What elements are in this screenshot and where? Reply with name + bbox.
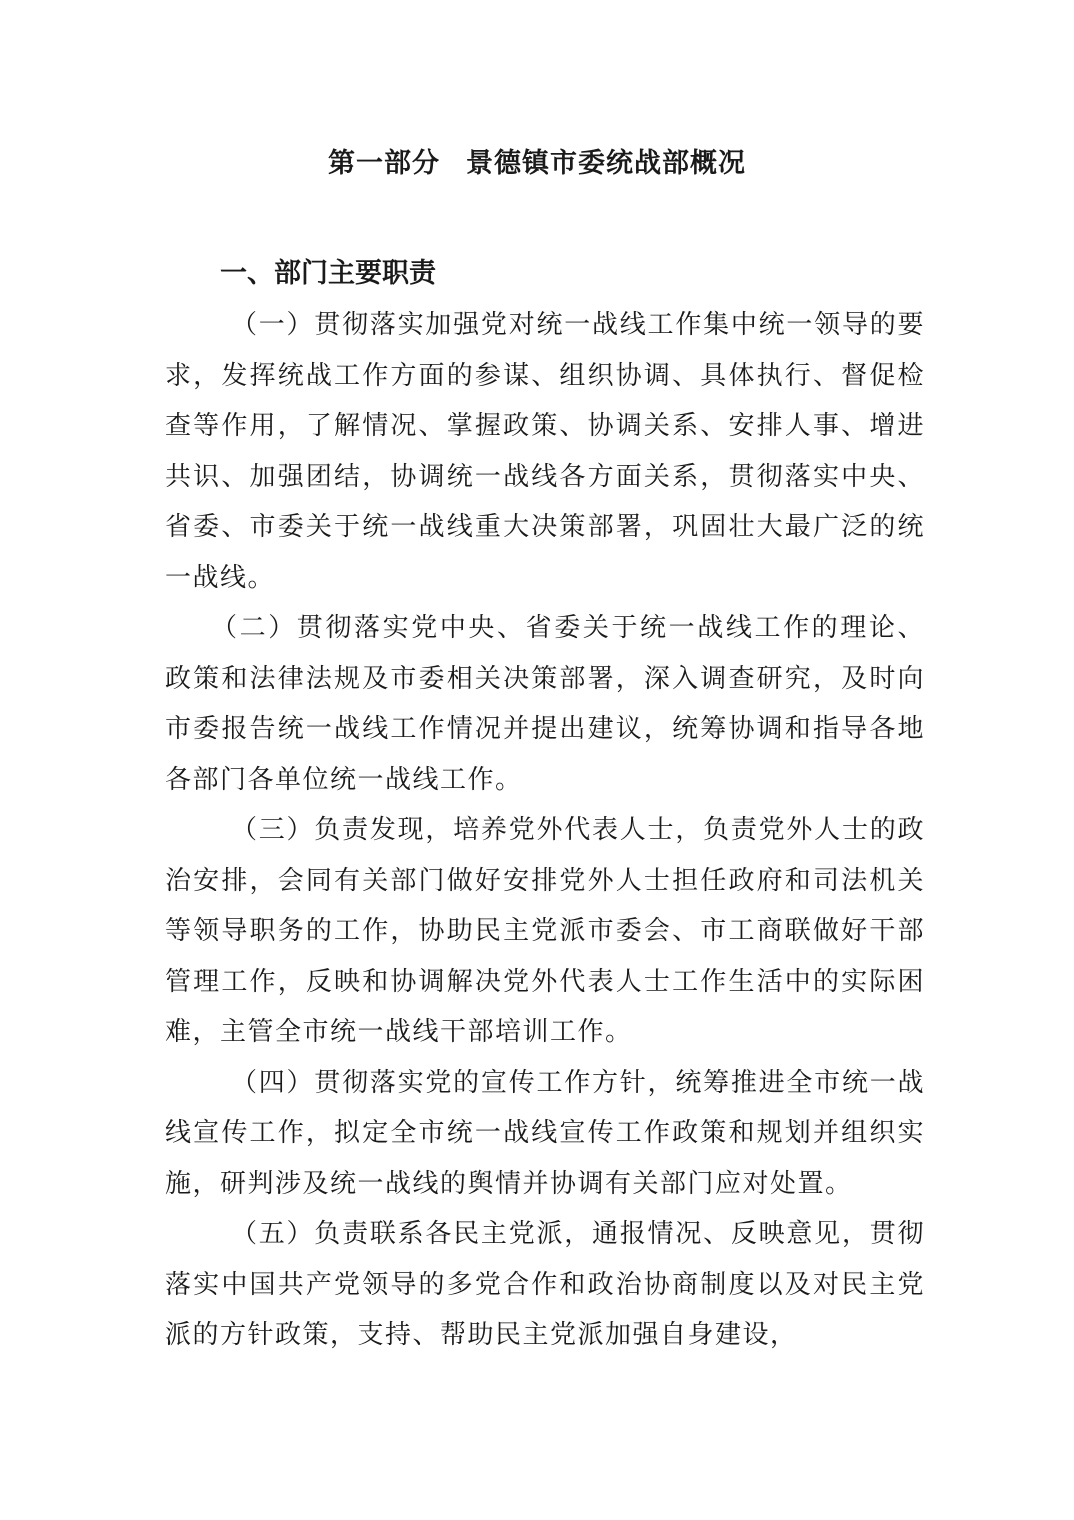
- document-body: [165, 300, 925, 1361]
- paragraph-5: （五）负责联系各民主党派，通报情况、反映意见，贯彻落实中国共产党领导的多党合作和政治协商制度以及对民主党派的方针政策，支持、帮助民主党派加强自身建设，: [165, 1219, 925, 1350]
- paragraph-3: （三）负责发现，培养党外代表人士，负责党外人士的政治安排，会同有关部门做好安排党外人士担任政府和司法机关等领导职务的工作，协助民主党派市委会、市工商联做好干部管理工作，反映和协调解决党外代表人士工作生活中的实际困难，主管全市统一战线干部培训工作。: [165, 815, 925, 1047]
- title-name: 景德镇市委统战部概况: [466, 148, 746, 179]
- title-part: 第一部分: [328, 148, 440, 179]
- paragraph-2: （二）贯彻落实党中央、省委关于统一战线工作的理论、政策和法律法规及市委相关决策部署，深入调查研究，及时向市委报告统一战线工作情况并提出建议，统筹协调和指导各地各部门各单位统一战线工作。: [165, 613, 925, 795]
- page-title: [0, 140, 1074, 188]
- paragraph-1: （一）贯彻落实加强党对统一战线工作集中统一领导的要求，发挥统战工作方面的参谋、组织协调、具体执行、督促检查等作用，了解情况、掌握政策、协调关系、安排人事、增进共识、加强团结，协调统一战线各方面关系，贯彻落实中央、省委、市委关于统一战线重大决策部署，巩固壮大最广泛的统一战线。: [165, 310, 925, 593]
- paragraph-4: （四）贯彻落实党的宣传工作方针，统筹推进全市统一战线宣传工作，拟定全市统一战线宣传工作政策和规划并组织实施，研判涉及统一战线的舆情并协调有关部门应对处置。: [165, 1067, 925, 1199]
- section-heading: 一、部门主要职责: [220, 258, 436, 289]
